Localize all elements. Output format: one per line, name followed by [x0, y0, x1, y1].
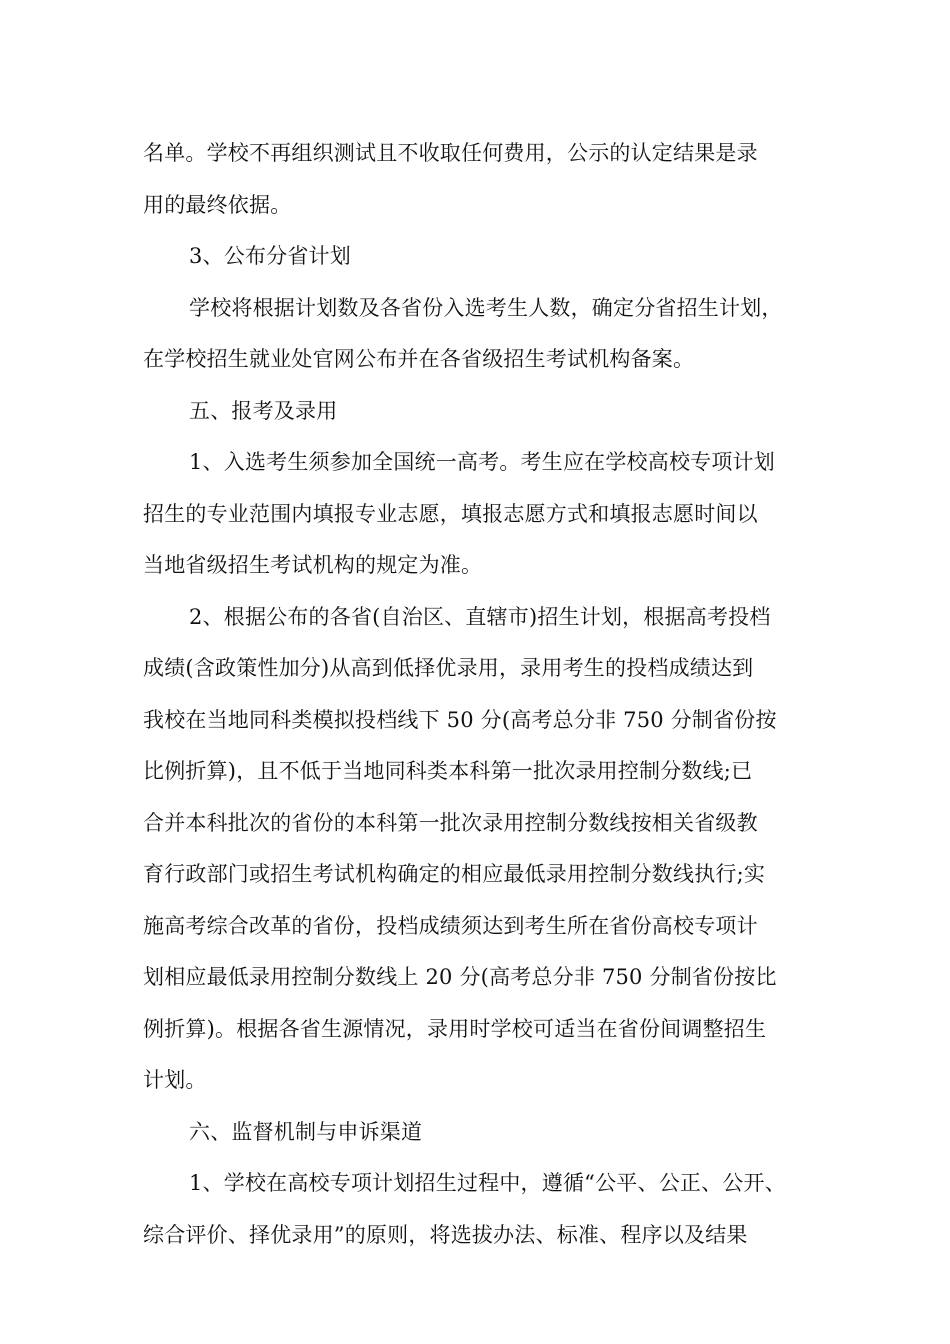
- text-line: 综合评价、择优录用”的原则，将选拔办法、标准、程序以及结果: [143, 1222, 748, 1247]
- text-line: 当地省级招生考试机构的规定为准。: [143, 553, 483, 577]
- text-line: 用的最终依据。: [143, 192, 292, 217]
- text-line: 在学校招生就业处官网公布并在各省级招生考试机构备案。: [143, 347, 695, 371]
- text-line: 名单。学校不再组织测试且不收取任何费用，公示的认定结果是录: [143, 141, 758, 165]
- text-line: 我校在当地同科类模拟投档线下 50 分(高考总分非 750 分制省份按: [143, 707, 777, 732]
- text-line: 1、学校在高校专项计划招生过程中，遵循“公平、公正、公开、: [189, 1171, 786, 1195]
- section-heading: 3、公布分省计划: [189, 244, 351, 268]
- text-line: 2、根据公布的各省(自治区、直辖市)招生计划，根据高考投档: [189, 604, 771, 629]
- section-heading: 五、报考及录用: [189, 398, 338, 423]
- section-heading: 六、监督机制与申诉渠道: [189, 1119, 423, 1144]
- text-line: 招生的专业范围内填报专业志愿，填报志愿方式和填报志愿时间以: [143, 501, 758, 526]
- text-line: 成绩(含政策性加分)从高到低择优录用，录用考生的投档成绩达到: [143, 656, 754, 680]
- text-line: 划相应最低录用控制分数线上 20 分(高考总分非 750 分制省份按比: [143, 965, 777, 989]
- text-line: 比例折算)，且不低于当地同科类本科第一批次录用控制分数线;已: [143, 759, 753, 783]
- text-line: 育行政部门或招生考试机构确定的相应最低录用控制分数线执行;实: [143, 862, 766, 886]
- text-line: 计划。: [143, 1068, 207, 1092]
- text-line: 合并本科批次的省份的本科第一批次录用控制分数线按相关省级教: [143, 810, 758, 835]
- text-line: 学校将根据计划数及各省份入选考生人数，确定分省招生计划，: [189, 295, 783, 320]
- text-line: 施高考综合改革的省份，投档成绩须达到考生所在省份高校专项计: [143, 913, 758, 938]
- text-line: 例折算)。根据各省生源情况，录用时学校可适当在省份间调整招生: [143, 1016, 767, 1041]
- text-line: 1、入选考生须参加全国统一高考。考生应在学校高校专项计划: [189, 450, 775, 474]
- document-body: [143, 128, 823, 1261]
